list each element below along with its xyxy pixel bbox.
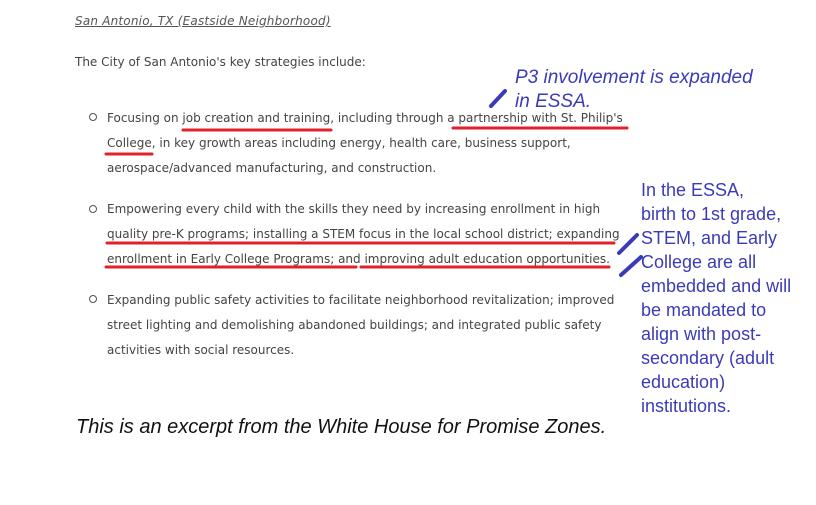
- bullet-2-line-2: quality pre-K programs; installing a STEM focus in the local school district; expanding: [107, 227, 620, 241]
- location-heading: San Antonio, TX (Eastside Neighborhood): [75, 14, 331, 28]
- annotation-line: birth to 1st grade,: [641, 204, 782, 224]
- annotation-tick: [491, 91, 505, 106]
- annotation-essa: [641, 178, 816, 418]
- annotation-line: STEM, and Early: [641, 228, 778, 248]
- annotation-line: secondary (adult: [641, 348, 775, 368]
- intro-text: The City of San Antonio's key strategies include:: [75, 55, 366, 69]
- annotation-line: align with post-: [641, 324, 762, 344]
- bullet-3-line-1: Expanding public safety activities to facilitate neighborhood revitalization; improved: [107, 293, 615, 307]
- annotation-line: In the ESSA,: [641, 180, 745, 200]
- excerpt-caption: This is an excerpt from the White House for Promise Zones.: [76, 416, 607, 438]
- bullet-2-line-1: Empowering every child with the skills they need by increasing enrollment in high: [107, 202, 601, 216]
- annotation-line: institutions.: [641, 396, 732, 416]
- bullet-2-line-3: enrollment in Early College Programs; and improving adult education opportunities.: [107, 252, 610, 266]
- annotation-line: education): [641, 372, 726, 392]
- bullet-1-line-2: College, in key growth areas including energy, health care, business support,: [107, 136, 571, 150]
- bullet-1-line-3: aerospace/advanced manufacturing, and construction.: [107, 161, 437, 175]
- bullet-1-line-1: Focusing on job creation and training, including through a partnership with St. Philip's: [107, 111, 623, 125]
- annotation-line: be mandated to: [641, 300, 767, 320]
- annotation-line: College are all: [641, 252, 757, 272]
- annotation-tick: [621, 257, 641, 275]
- bullet-3-line-2: street lighting and demolishing abandoned buildings; and integrated public safety: [107, 318, 602, 332]
- annotation-line: in ESSA.: [515, 91, 592, 112]
- bullet-3-line-3: activities with social resources.: [107, 343, 295, 357]
- annotation-line: P3 involvement is expanded: [515, 67, 753, 88]
- annotation-tick: [619, 235, 637, 253]
- annotation-line: embedded and will: [641, 276, 792, 296]
- annotation-p3: [515, 66, 753, 114]
